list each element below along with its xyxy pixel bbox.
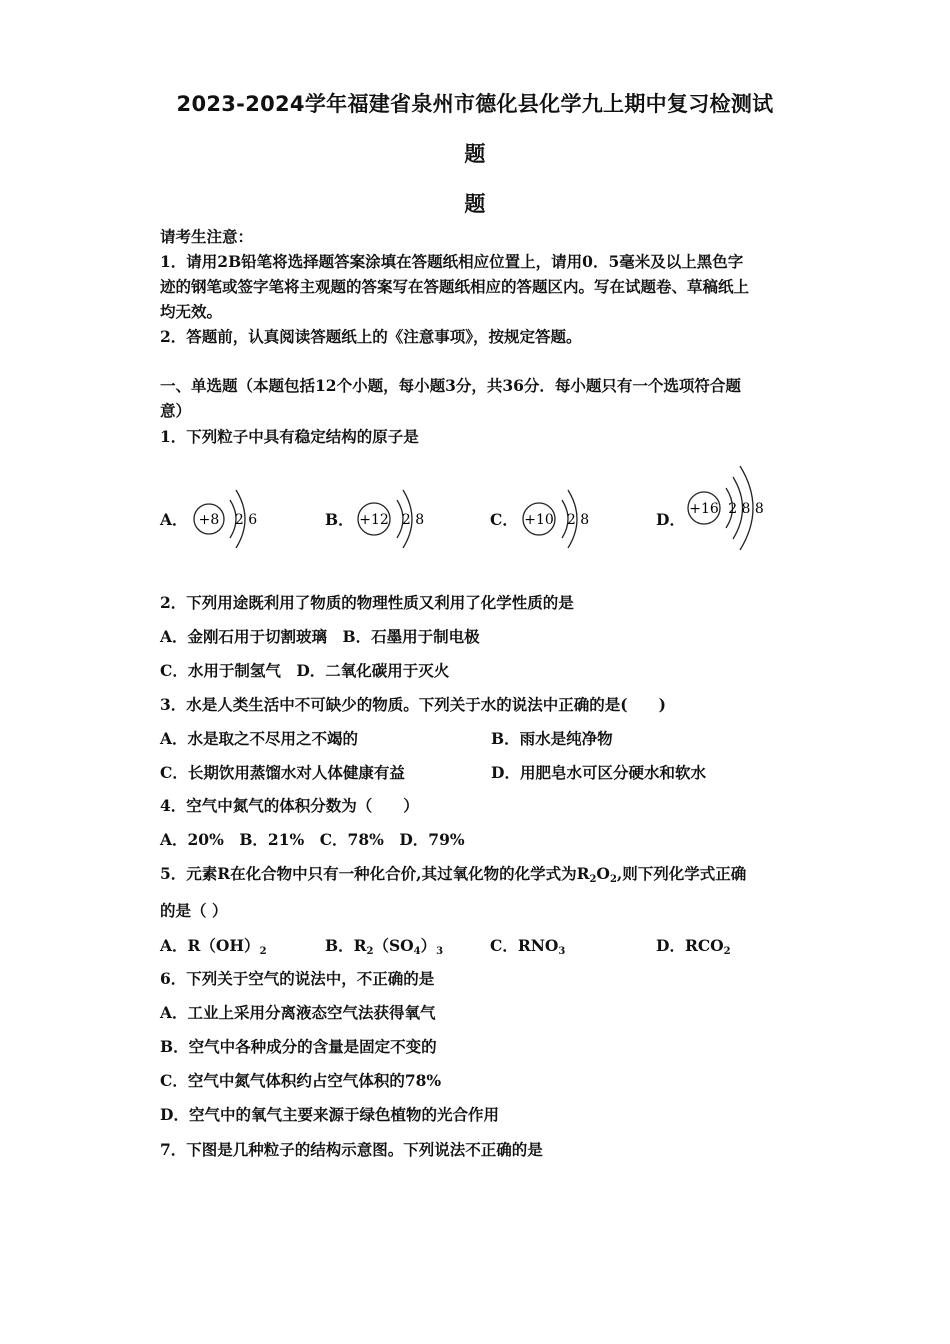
q5-stem-line2: 的是（ ）: [160, 901, 228, 920]
notice-item1-line3: 均无效。: [160, 302, 223, 321]
q1-b-shells: 2 8: [401, 512, 425, 528]
q3-option-c: C．长期饮用蒸馏水对人体健康有益: [160, 763, 405, 782]
q7-stem: 7．下图是几种粒子的结构示意图。下列说法不正确的是: [160, 1140, 543, 1159]
notice-item2: 2．答题前，认真阅读答题纸上的《注意事项》，按规定答题。: [160, 327, 582, 346]
q3-option-d: D．用肥皂水可区分硬水和软水: [491, 763, 706, 782]
q5-option-c: C．$RNO_3$: [490, 936, 566, 957]
q1-d-shells: 2 8 8: [728, 501, 764, 517]
q2-options-row1: A．金刚石用于切割玻璃 B．石墨用于制电极: [160, 627, 480, 646]
q6-option-c: C．空气中氮气体积约占空气体积的78%: [160, 1071, 442, 1090]
q1-d-nucleus: +16: [689, 501, 719, 517]
q3-stem: 3．水是人类生活中不可缺少的物质。下列关于水的说法中正确的是( ): [160, 695, 666, 714]
notice-item1-line2: 迹的钢笔或签字笔将主观题的答案写在答题纸相应的答题区内。写在试题卷、草稿纸上: [160, 277, 750, 296]
q6-option-d: D．空气中的氧气主要来源于绿色植物的光合作用: [160, 1105, 499, 1124]
q6-option-b: B．空气中各种成分的含量是固定不变的: [160, 1037, 437, 1056]
q1-atom-diagram-d: [684, 462, 784, 554]
q4-options: A．20% B．21% C．78% D．79%: [160, 830, 465, 849]
q1-c-shells: 2 8: [566, 512, 590, 528]
q1-b-nucleus: +12: [359, 512, 389, 528]
notice-item1-line1: 1．请用2B铅笔将选择题答案涂填在答题纸相应位置上，请用0．5毫米及以上黑色字: [160, 252, 744, 271]
q5-option-b: B．$R_2(SO_4)_3$: [325, 936, 444, 957]
section1-heading-line1: 一、单选题（本题包括12个小题，每小题3分，共36分．每小题只有一个选项符合题: [160, 376, 741, 395]
section1-heading-line2: 意）: [160, 401, 192, 420]
exam-title-line3: 题: [464, 192, 486, 216]
q1-option-a-label: A．: [160, 510, 188, 529]
q3-option-b: B．雨水是纯净物: [491, 729, 613, 748]
q1-a-nucleus: +8: [198, 512, 220, 528]
q2-stem: 2．下列用途既利用了物质的物理性质又利用了化学性质的是: [160, 593, 574, 612]
q1-c-nucleus: +10: [524, 512, 554, 528]
q5-stem-line1: 5．元素R在化合物中只有一种化合价,其过氧化物的化学式为$R_2O_2$,则下列化学式正确: [160, 864, 747, 885]
notice-heading: 请考生注意：: [160, 227, 254, 246]
q6-option-a: A．工业上采用分离液态空气法获得氧气: [160, 1003, 436, 1022]
q5-option-d: D．$RCO_2$: [656, 936, 731, 957]
q1-atom-diagram-b: [355, 482, 435, 554]
exam-title-line1: 2023-2024学年福建省泉州市德化县化学九上期中复习检测试: [176, 92, 774, 116]
q1-atom-diagram-a: [190, 482, 270, 554]
q1-a-shells: 2 6: [234, 512, 258, 528]
q3-option-a: A．水是取之不尽用之不竭的: [160, 729, 359, 748]
q1-option-d-label: D．: [656, 510, 685, 529]
q6-stem: 6．下列关于空气的说法中，不正确的是: [160, 969, 435, 988]
q2-options-row2: C．水用于制氢气 D．二氧化碳用于灭火: [160, 661, 450, 680]
q1-atom-diagram-c: [520, 482, 600, 554]
exam-title-line2: 题: [464, 142, 486, 166]
q4-stem: 4．空气中氮气的体积分数为（ ）: [160, 796, 419, 815]
q1-stem: 1．下列粒子中具有稳定结构的原子是: [160, 427, 419, 446]
q1-option-b-label: B．: [325, 510, 354, 529]
q1-option-c-label: C．: [490, 510, 518, 529]
q5-option-a: A．$R(OH)_2$: [160, 936, 267, 957]
